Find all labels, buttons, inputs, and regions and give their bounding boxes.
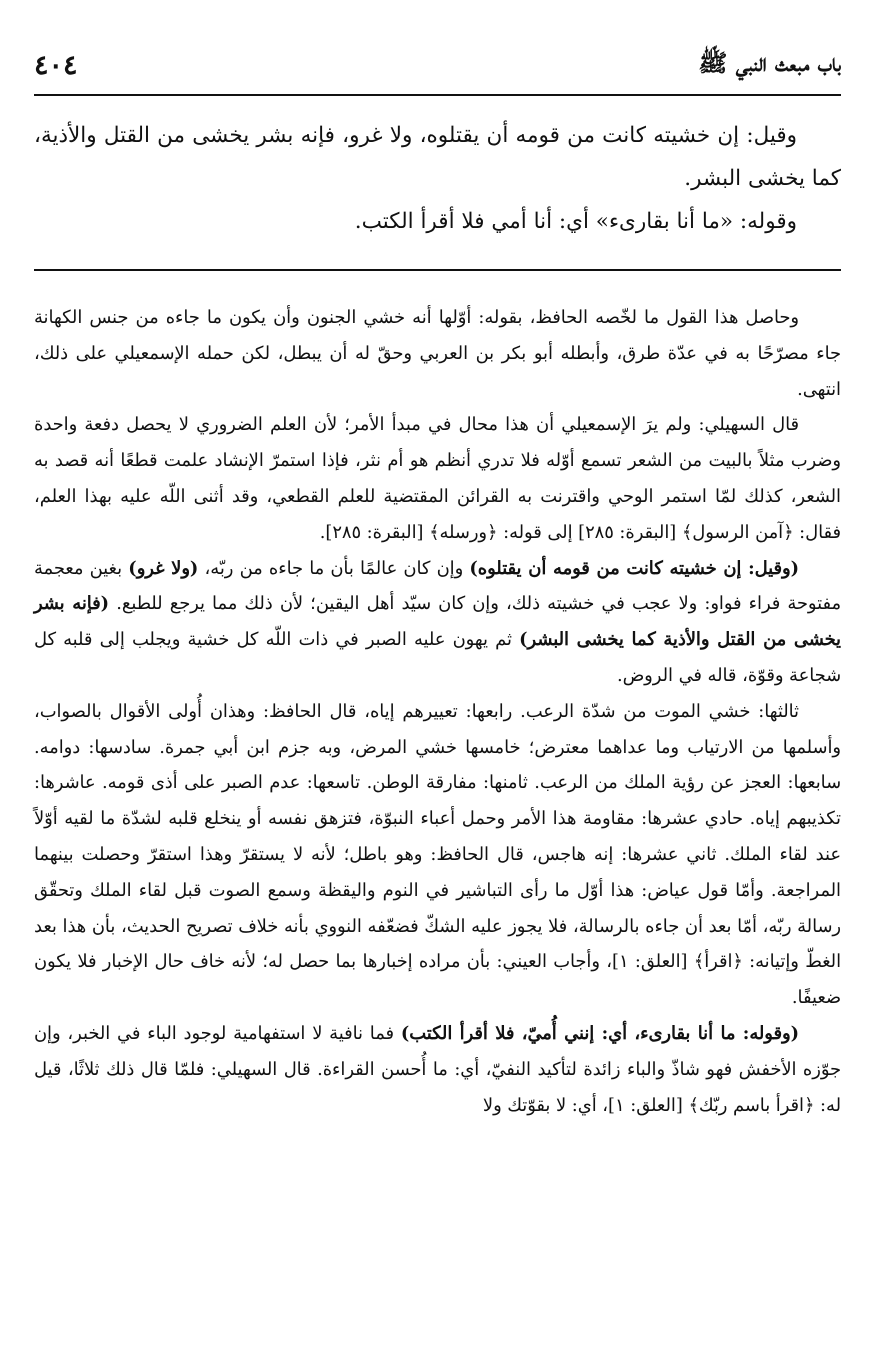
main-text-paragraph: وقوله: «ما أنا بقارىء» أي: أنا أمي فلا أقرأ الكتب. [354, 209, 797, 234]
commentary-text-run: وإن كان عالمًا بأن ما جاءه من ربّه، [198, 557, 470, 579]
page-header [34, 40, 841, 90]
main-text-paragraph: وقيل: إن خشيته كانت من قومه أن يقتلوه، ولا غرو، فإنه بشر يخشى من القتل والأذية، كما يخشى البشر. [34, 123, 841, 191]
commentary-paragraph [34, 551, 841, 694]
commentary-text [34, 300, 841, 1123]
commentary-paragraph: قال السهيلي: ولم يرَ الإسمعيلي أن هذا محال في مبدأ الأمر؛ لأن العلم الضروري لا يحصل دفعة واحدة وضرب مثلاً بالبيت من الشعر تسمع أوّله فلا تدري أنظم هو أم نثر، فإذا استمرّ الإنشاد علمت قطعًا أنه قصد به الشعر، كذلك لمّا استمر الوحي واقترنت به القرائن المقتضية للعلم القطعي، وقد أثنى اللّه عليه بهذا العلم، فقال: ﴿آمن الرسول﴾ [البقرة: ٢٨٥] إلى قوله: ﴿ورسله﴾ [البقرة: ٢٨٥]. [34, 414, 841, 543]
quoted-text: (ولا غرو) [128, 557, 199, 579]
book-page [34, 0, 841, 1359]
quoted-text: (وقوله: ما أنا بقارىء، أي: إنني أُميّ، فلا أقرأ الكتب) [400, 1022, 799, 1044]
quoted-text: (فإنه بشر يخشى من القتل والأذية كما يخشى البشر) [34, 593, 841, 651]
main-text [34, 114, 841, 243]
page-number: ٤٠٤ [34, 49, 78, 81]
commentary-paragraph: ثالثها: خشي الموت من شدّة الرعب. رابعها: تعييرهم إياه، قال الحافظ: وهذان أُولى الأقوال بالصواب، وأسلمها من الارتياب وما عداهما معترض؛ خامسها خشي المرض، وبه جزم ابن أبي جمرة. سادسها: دوامه. سابعها: العجز عن رؤية الملك من الرعب. ثامنها: مفارقة الوطن. تاسعها: عدم الصبر على أذى قومه. عاشرها: تكذيبهم إياه. حادي عشرها: مقاومة هذا الأمر وحمل أعباء النبوّة، فتزهق نفسه أو ينخلع قلبه لشدّة ما لقيه أوّلاً عند لقاء الملك. ثاني عشرها: إنه هاجس، قال الحافظ: وهو باطل؛ لأنه لا يستقرّ وهذا استقرّ وحصلت بينهما المراجعة. وأمّا قول عياض: هذا أوّل ما رأى التباشير في النوم واليقظة وسمع الصوت قبل لقاء الملك وتحقّق رسالة ربّه، أمّا بعد أن جاءه بالرسالة، فلا يجوز عليه الشكّ فضعّفه النووي بأنه خلاف تصريح الحديث، بأن هذا بعد الغطّ وإتيانه: ﴿اقرأ﴾ [العلق: ١]، وأجاب العيني: بأن مراده إخبارها بما حصل له؛ لأنه خاف حال الإخبار فلا يكون ضعيفًا. [34, 700, 842, 1009]
commentary-text-run: ثم يهون عليه الصبر في ذات اللّه كل خشية ويجلب إلى قلبه كل شجاعة وقوّة، قاله في الروض. [34, 629, 841, 686]
commentary-paragraph [34, 1016, 841, 1123]
commentary-paragraph: وحاصل هذا القول ما لخّصه الحافظ، بقوله: أوّلها أنه خشي الجنون وأن يكون ما جاءه من جنس الكهانة جاء مصرّحًا به في عدّة طرق، وأبطله أبو بكر بن العربي وحقّ له أن يبطل، لكن حمله الإسمعيلي على ذلك، انتهى. [34, 307, 841, 400]
commentary-divider [34, 269, 841, 271]
commentary-text-run: فما نافية لا استفهامية لوجود الباء في الخبر، وإن جوّزه الأخفش فهو شاذّ والباء زائدة لتأكيد النفيّ، أي: ما أُحسن القراءة. قال السهيلي: فلمّا قال ذلك ثلاثًا، قيل له: ﴿اقرأ باسم ربّك﴾ [العلق: ١]، أي: لا بقوّتك ولا [34, 1022, 841, 1116]
commentary-text-run: بغين معجمة مفتوحة فراء فواو: ولا عجب في خشيته ذلك، وإن كان سيّد أهل اليقين؛ لأن ذلك مما يرجع للطبع. [34, 557, 841, 615]
quoted-text: (وقيل: إن خشيته كانت من قومه أن يقتلوه) [469, 557, 799, 579]
header-divider [34, 94, 841, 96]
chapter-title: باب مبعث النبي ﷺ [698, 47, 841, 77]
